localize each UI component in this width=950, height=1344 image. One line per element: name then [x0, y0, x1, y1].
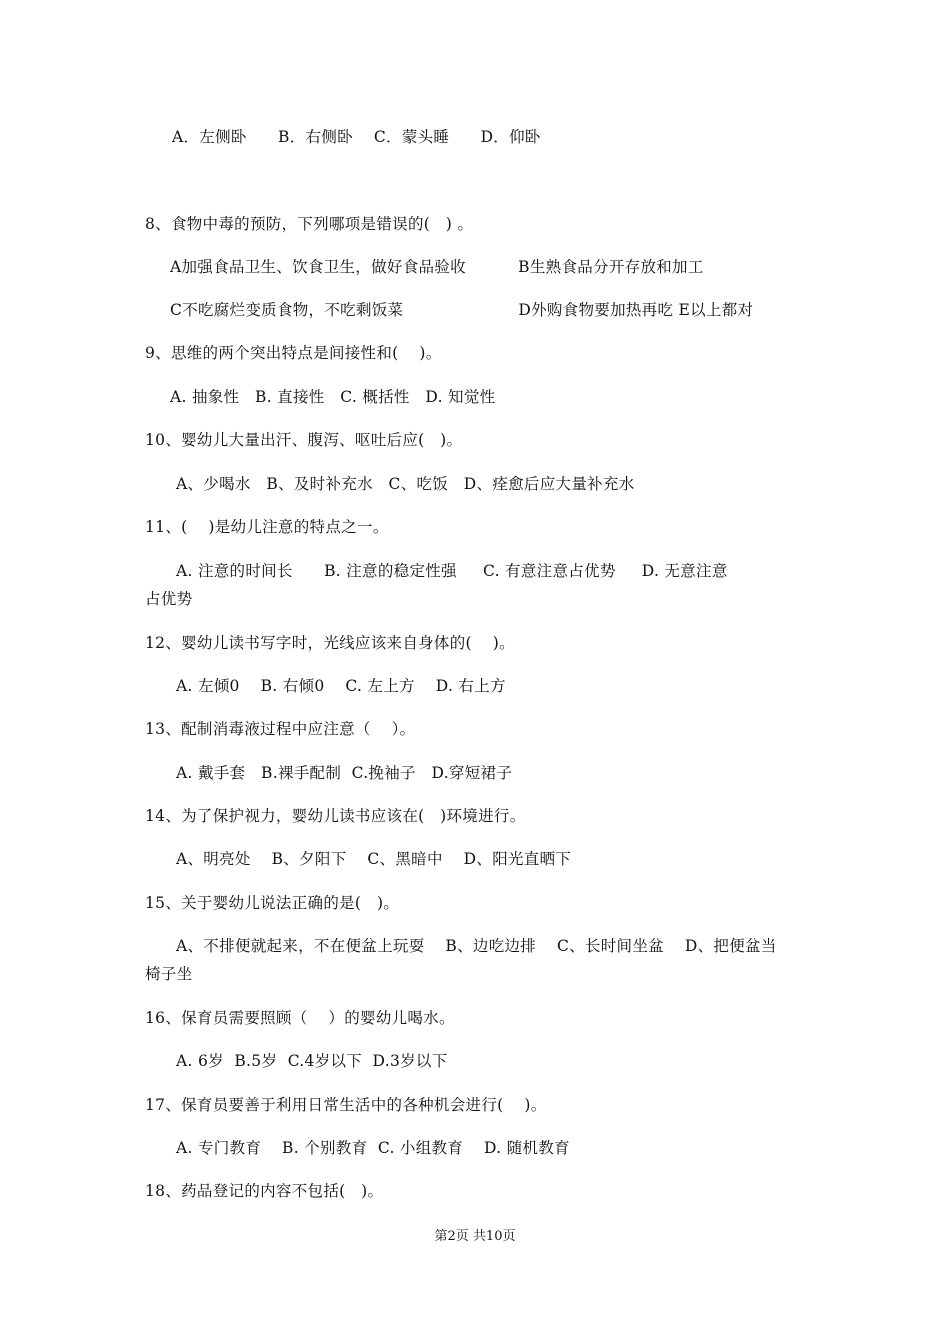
q16-options: A. 6岁 B.5岁 C.4岁以下 D.3岁以下	[176, 1052, 448, 1070]
page-footer: 第2页 共10页	[434, 1229, 516, 1244]
q15-options-wrap: 椅子坐	[145, 965, 193, 983]
q18-question: 18、药品登记的内容不包括( )。	[145, 1182, 384, 1200]
q15-question: 15、关于婴幼儿说法正确的是( )。	[145, 894, 400, 912]
q14-options: A、明亮处 B、夕阳下 C、黑暗中 D、阳光直晒下	[176, 850, 572, 868]
q15-options: A、不排便就起来，不在便盆上玩耍 B、边吃边排 C、长时间坐盆 D、把便盆当	[176, 937, 777, 955]
q16-question: 16、保育员需要照顾（ ）的婴幼儿喝水。	[145, 1009, 455, 1027]
q8-options-row1: A加强食品卫生、饮食卫生，做好食品验收 B生熟食品分开存放和加工	[170, 258, 704, 276]
q14-question: 14、为了保护视力，婴幼儿读书应该在( )环境进行。	[145, 807, 526, 825]
q8-options-row2: C不吃腐烂变质食物，不吃剩饭菜 D外购食物要加热再吃 E以上都对	[170, 301, 754, 319]
q11-question: 11、( )是幼儿注意的特点之一。	[145, 518, 389, 536]
q7-options: A．左侧卧 B．右侧卧 C．蒙头睡 D．仰卧	[172, 128, 541, 146]
q11-options: A. 注意的时间长 B. 注意的稳定性强 C. 有意注意占优势 D. 无意注意	[176, 562, 728, 580]
q10-options: A、少喝水 B、及时补充水 C、吃饭 D、痊愈后应大量补充水	[176, 475, 635, 493]
q9-question: 9、思维的两个突出特点是间接性和( )。	[145, 344, 442, 362]
q11-options-wrap: 占优势	[145, 590, 193, 608]
q17-question: 17、保育员要善于利用日常生活中的各种机会进行( )。	[145, 1096, 547, 1114]
q17-options: A. 专门教育 B. 个别教育 C. 小组教育 D. 随机教育	[176, 1139, 570, 1157]
q8-question: 8、食物中毒的预防，下列哪项是错误的( ) 。	[145, 215, 474, 233]
q10-question: 10、婴幼儿大量出汗、腹泻、呕吐后应( )。	[145, 431, 463, 449]
q12-question: 12、婴幼儿读书写字时，光线应该来自身体的( )。	[145, 634, 515, 652]
q13-options: A. 戴手套 B.裸手配制 C.挽袖子 D.穿短裙子	[176, 764, 513, 782]
q13-question: 13、配制消毒液过程中应注意（ ）。	[145, 720, 416, 738]
q12-options: A. 左倾0 B. 右倾0 C. 左上方 D. 右上方	[176, 677, 506, 695]
q9-options: A. 抽象性 B. 直接性 C. 概括性 D. 知觉性	[170, 388, 496, 406]
